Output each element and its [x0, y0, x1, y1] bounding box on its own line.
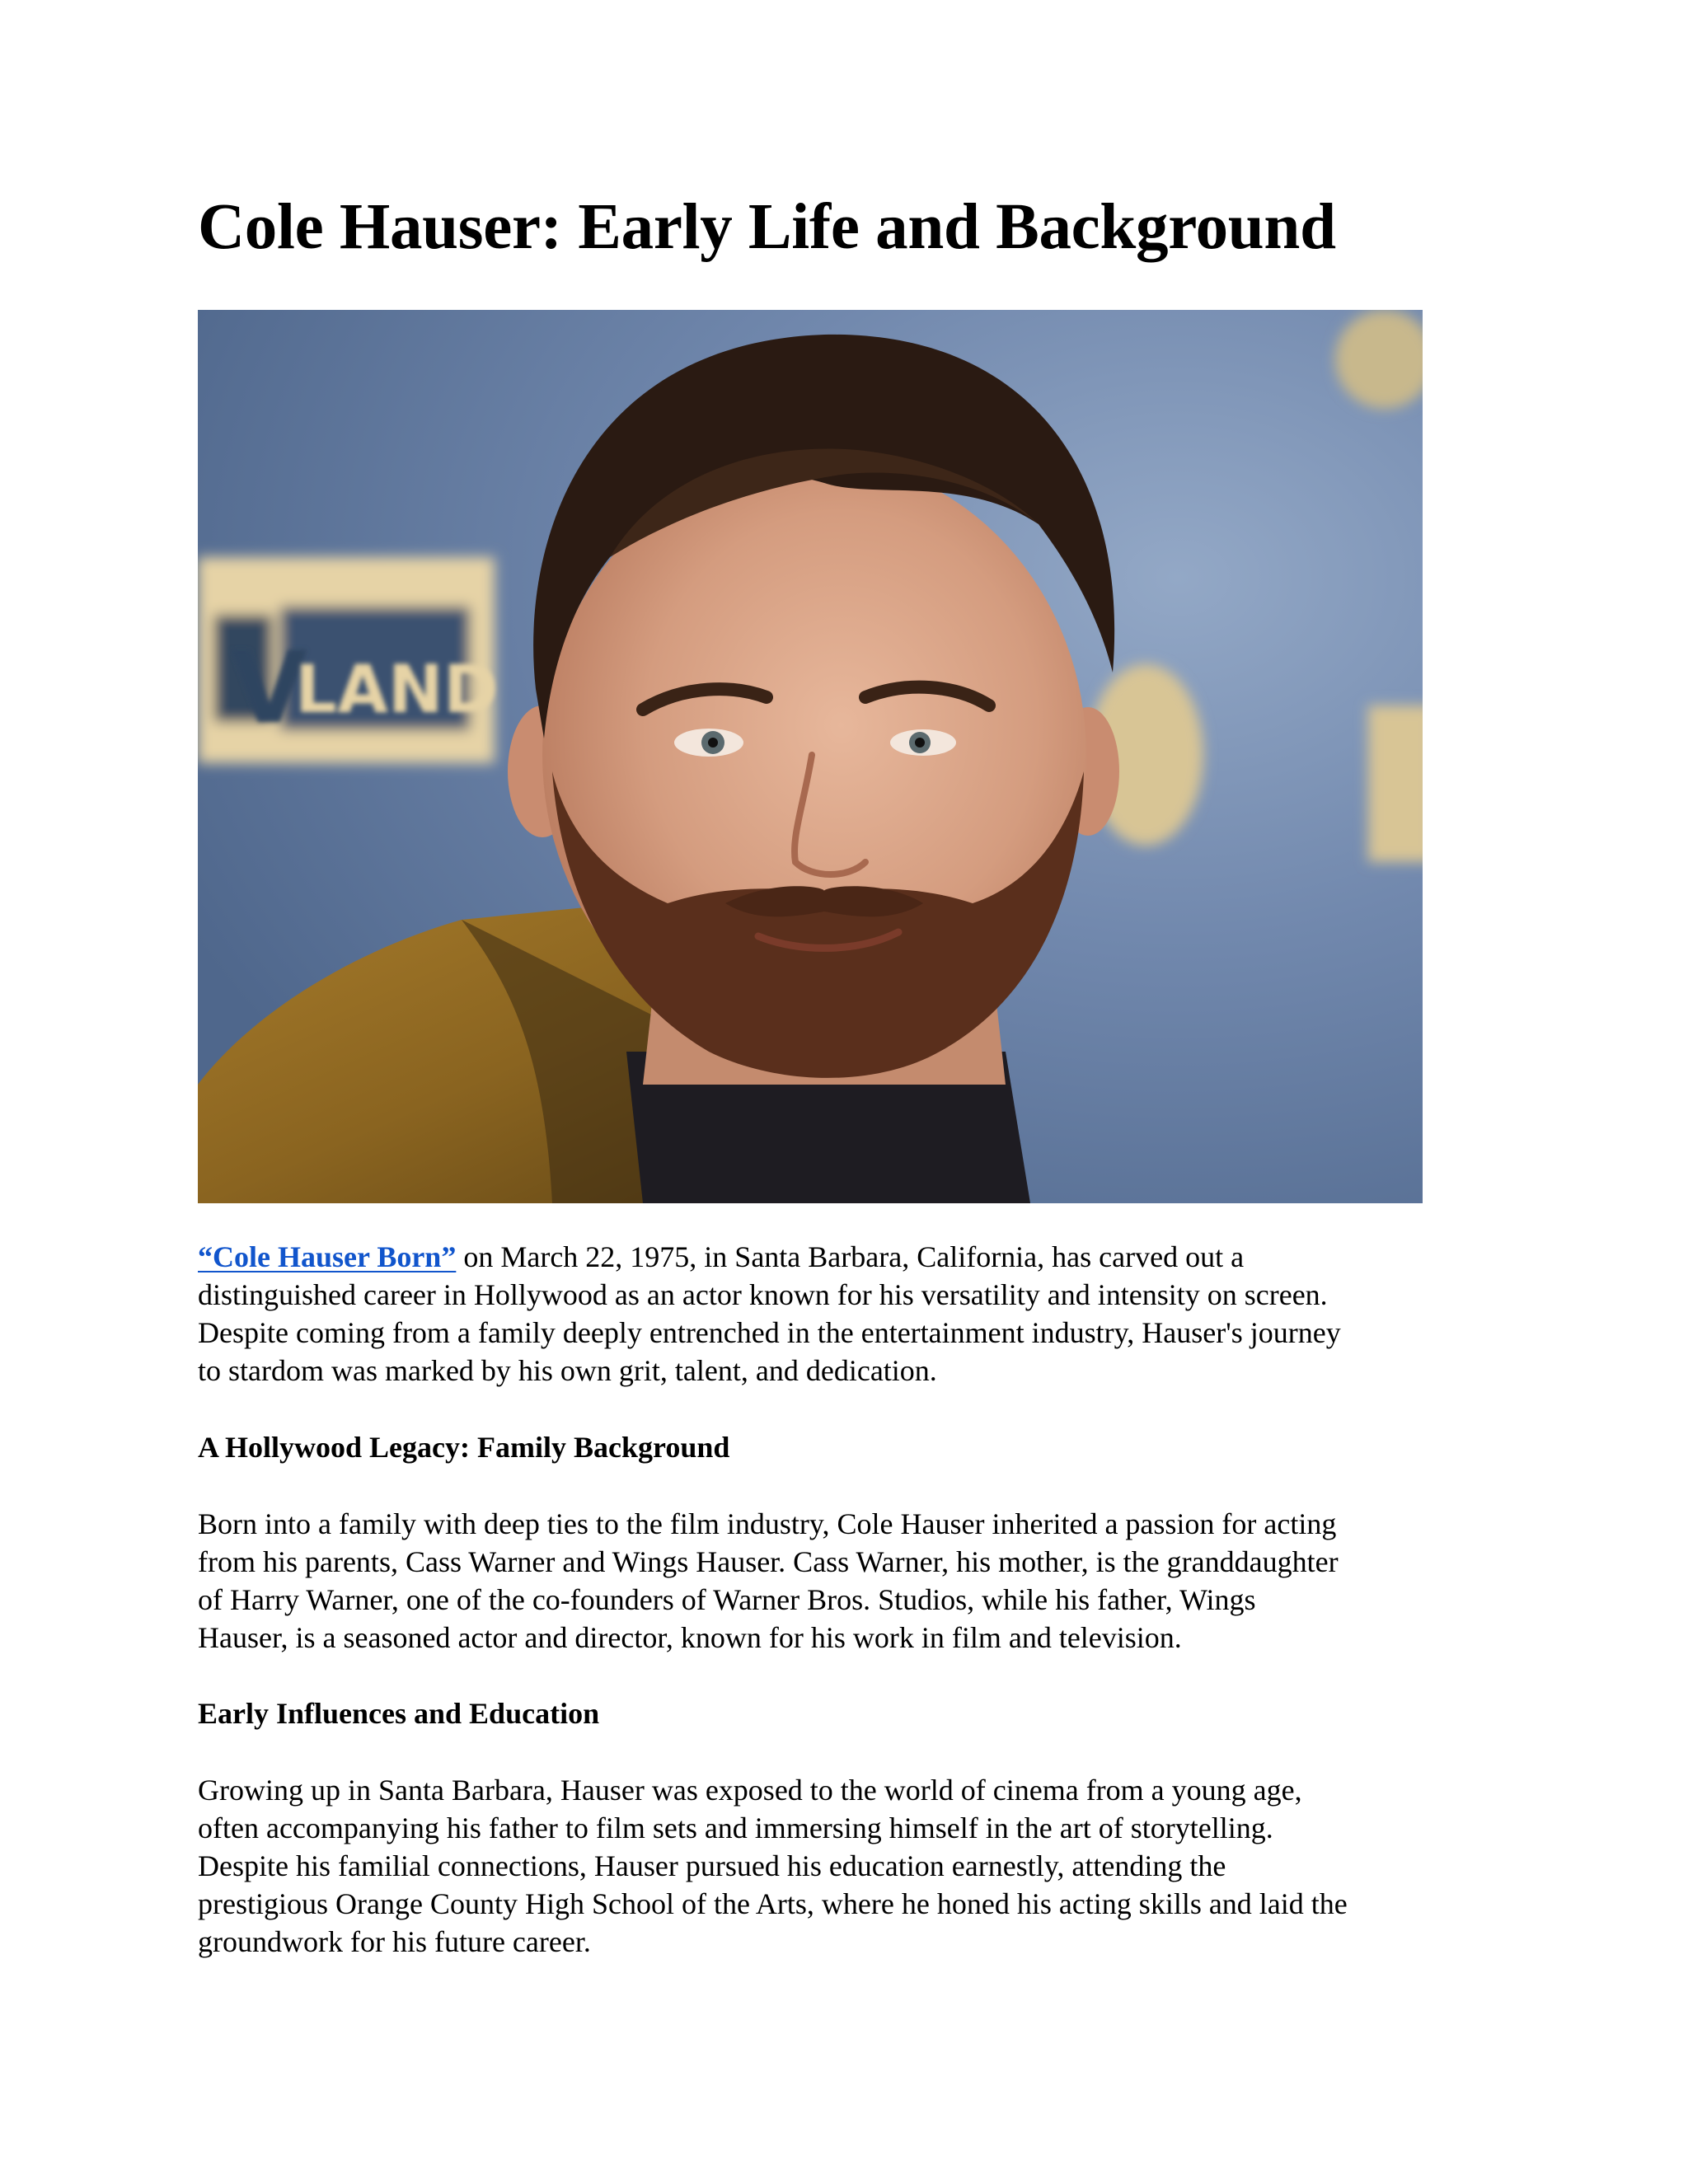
family-background-paragraph [198, 1505, 1533, 1657]
intro-line-1: on March 22, 1975, in Santa Barbara, California, has carved out a [456, 1240, 1245, 1273]
sign-text: LAND [295, 651, 499, 728]
section-heading-family-background: A Hollywood Legacy: Family Background [198, 1431, 730, 1464]
paragraph-line: prestigious Orange County High School of the Arts, where he honed his acting skills and laid the [198, 1887, 1348, 1920]
intro-line-3: Despite coming from a family deeply entrenched in the entertainment industry, Hauser's journey [198, 1316, 1341, 1349]
section-heading-early-influences: Early Influences and Education [198, 1697, 600, 1730]
intro-line-4: to stardom was marked by his own grit, talent, and dedication. [198, 1354, 937, 1387]
intro-paragraph [198, 1238, 1533, 1390]
paragraph-line: from his parents, Cass Warner and Wings Hauser. Cass Warner, his mother, is the granddaughter [198, 1545, 1339, 1578]
paragraph-line: often accompanying his father to film sets and immersing himself in the art of storytelling. [198, 1811, 1273, 1844]
early-influences-paragraph [198, 1771, 1533, 1961]
portrait-photo [198, 310, 1423, 1203]
paragraph-line: Despite his familial connections, Hauser pursued his education earnestly, attending the [198, 1849, 1226, 1882]
paragraph-line: Born into a family with deep ties to the film industry, Cole Hauser inherited a passion for acting [198, 1507, 1337, 1540]
paragraph-line: groundwork for his future career. [198, 1925, 591, 1958]
paragraph-line: Hauser, is a seasoned actor and director, known for his work in film and television. [198, 1621, 1182, 1654]
page-title: Cole Hauser: Early Life and Background [198, 191, 1336, 263]
sign-letter: V [231, 631, 307, 746]
paragraph-line: Growing up in Santa Barbara, Hauser was exposed to the world of cinema from a young age, [198, 1774, 1302, 1807]
paragraph-line: of Harry Warner, one of the co-founders of Warner Bros. Studios, while his father, Wings [198, 1583, 1256, 1616]
intro-line-2: distinguished career in Hollywood as an actor known for his versatility and intensity on screen. [198, 1278, 1328, 1311]
cole-hauser-born-link[interactable]: “Cole Hauser Born” [198, 1240, 457, 1273]
